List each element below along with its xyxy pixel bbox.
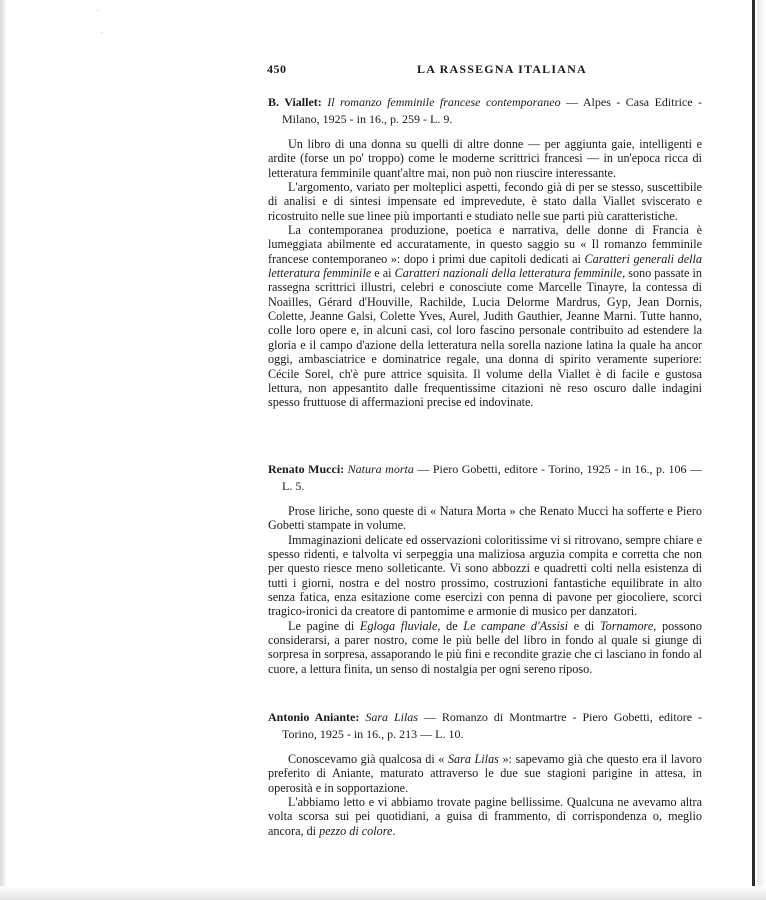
review-paragraph: Immaginazioni delicate ed osservazioni coloritissime vi si ritrovano, sempre chiare e spesso ridenti, e talvolta vi serpeggia una maliziosa arguzia compita e corretta che non per questo riesce meno solleticante. Vi sono abbozzi e quadretti colti nella esistenza di tutti i giorni, nostra e del nostro prossimo, costruzioni fantastiche equilibrate in alto senza fatica, enza esitazione come esercizi con penna di pavone per giocoliere, scorci tragico-ironici da creatore di pantomime e armonie di musico per danzatori. — [268, 532, 702, 619]
review-paragraph — [268, 619, 702, 676]
review-viallet — [268, 94, 702, 410]
text-run: »: sapevamo già che questo era il lavoro preferito di Aniante, maturato attraverso le due sue stagioni parigine in attesa, in operosità e in sopportazione. — [268, 752, 702, 795]
reviewer-name: B. Viallet: — [268, 95, 322, 109]
review-paragraph: Un libro di una donna su quelli di altre donne — per aggiunta gaie, intelligenti e ardite (forse un po' troppo) come le moderne scrittrici francesi — in un'epoca ricca di letteratura femminile quant'altre mai, non può non riuscire interessante. — [268, 137, 702, 180]
spacer — [268, 128, 702, 137]
review-paragraph — [268, 795, 702, 838]
text-run: La contemporanea produzione, poetica e narrativa, delle donne di Francia è lumeggiata abilmente ed accuratamente, in questo saggio su « Il romanzo femminile francese contemporaneo »: dopo i primi due capitoli dedicati ai — [268, 223, 702, 266]
text-run: Conoscevamo già qualcosa di « — [288, 752, 448, 766]
review-heading — [268, 461, 702, 495]
scan-speck: · — [100, 28, 104, 39]
text-run: e ai — [371, 266, 395, 281]
spacer — [268, 495, 702, 504]
reviewer-name: Antonio Aniante: — [268, 710, 360, 724]
italic-work-title: Le campane d'Assisi — [463, 618, 569, 633]
text-run: . — [392, 823, 396, 838]
review-mucci — [268, 461, 702, 676]
publication-details: — Alpes - Casa Editrice - Milano, 1925 - in 16., p. 259 - L. 9. — [282, 95, 703, 126]
review-heading — [268, 94, 702, 128]
book-title: Natura morta — [347, 462, 414, 476]
italic-work-title: Egloga fluviale — [359, 618, 438, 633]
page-header — [267, 62, 697, 78]
page-bottom-edge-shadow — [0, 886, 766, 900]
text-run: Le pagine di — [288, 618, 360, 633]
publication-details: — Romanzo di Montmartre - Piero Gobetti, editore - Torino, 1925 - in 16., p. 213 — L. 10. — [282, 710, 703, 741]
review-paragraph: L'argomento, variato per molteplici aspetti, fecondo già di per se stesso, suscettibile di analisi e di sintesi impensate ed imprevedute, è stato dalla Viallet sviscerato e ricostruito nelle sue linee più importanti e studiato nelle sue parti più caratteristiche. — [268, 180, 702, 223]
italic-chapter-title: Caratteri generali della letteratura femminile — [268, 251, 702, 281]
book-title: Il romanzo femminile francese contemporaneo — [327, 95, 561, 109]
running-head: LA RASSEGNA ITALIANA — [417, 62, 587, 76]
text-run: , de — [437, 618, 464, 633]
review-paragraph — [268, 752, 702, 795]
review-paragraph: Prose liriche, sono queste di « Natura Morta » che Renato Mucci ha sofferte e Piero Gobetti stampate in volume. — [268, 504, 702, 533]
text-run: e di — [568, 618, 600, 633]
italic-book-title: Sara Lilas — [447, 752, 499, 766]
italic-work-title: Tornamore — [599, 618, 654, 633]
review-paragraph — [268, 223, 702, 409]
text-run: , possono considerarsi, a parer nostro, come le più belle del libro in fondo al quale si giunge di sorpresa in sorpresa, assaporando le più fini e recondite grazie che ci lasciano in fondo al cuore, a lettura finita, un senso di nostalgia per ogni sereno riposo. — [268, 618, 702, 676]
page-left-edge-shadow — [0, 0, 7, 900]
page-right-margin-shadow — [757, 0, 766, 900]
text-run: L'abbiamo letto e vi abbiamo trovate pagine bellissime. Qualcuna ne avevamo altra volta scorsa sui pei quotidiani, a guisa di frammento, di corrispondenza o, meglio ancora, di — [268, 795, 702, 838]
publication-details: — Piero Gobetti, editore - Torino, 1925 - in 16., p. 106 — L. 5. — [282, 462, 703, 493]
text-run: , sono passate in rassegna scrittrici illustri, celebri e conosciute come Marcelle Tinayre, la contessa di Noailles, Gérard d'Houville, Rachilde, Lucia Delorme Mardrus, Gyp, Jean Dornis, Colette, Jeanne Galsi, Colette Yves, Aurel, Judith Gauthier, Jeanne Marni. Tutte hanno, colle loro opere e, in alcuni casi, col loro fascino personale contribuito ad estendere la gloria e il campo d'azione della letteratura nella sorella nazione latina la quale ha ancor oggi, ambasciatrice e dominatrice regale, una donna di spirito veramente superiore: Cécile Sorel, ch'è pure attrice squisita. Il volume della Viallet è di facile e gustosa lettura, non appesantito dalle frequentissime citazioni nè reso oscuro dalle indagini spesso fruttuose di affermazioni precise ed indovinate. — [268, 266, 702, 410]
page-number: 450 — [267, 62, 287, 76]
page-right-edge-line — [752, 0, 755, 900]
review-heading — [268, 709, 702, 743]
book-title: Sara Lilas — [365, 710, 418, 724]
italic-phrase: pezzo di colore — [319, 823, 393, 838]
italic-chapter-title: Caratteri nazionali della letteratura femminile — [394, 266, 623, 281]
reviewer-name: Renato Mucci: — [268, 462, 345, 476]
scan-speck: · — [96, 6, 100, 17]
review-aniante — [268, 709, 702, 838]
spacer — [268, 743, 702, 752]
